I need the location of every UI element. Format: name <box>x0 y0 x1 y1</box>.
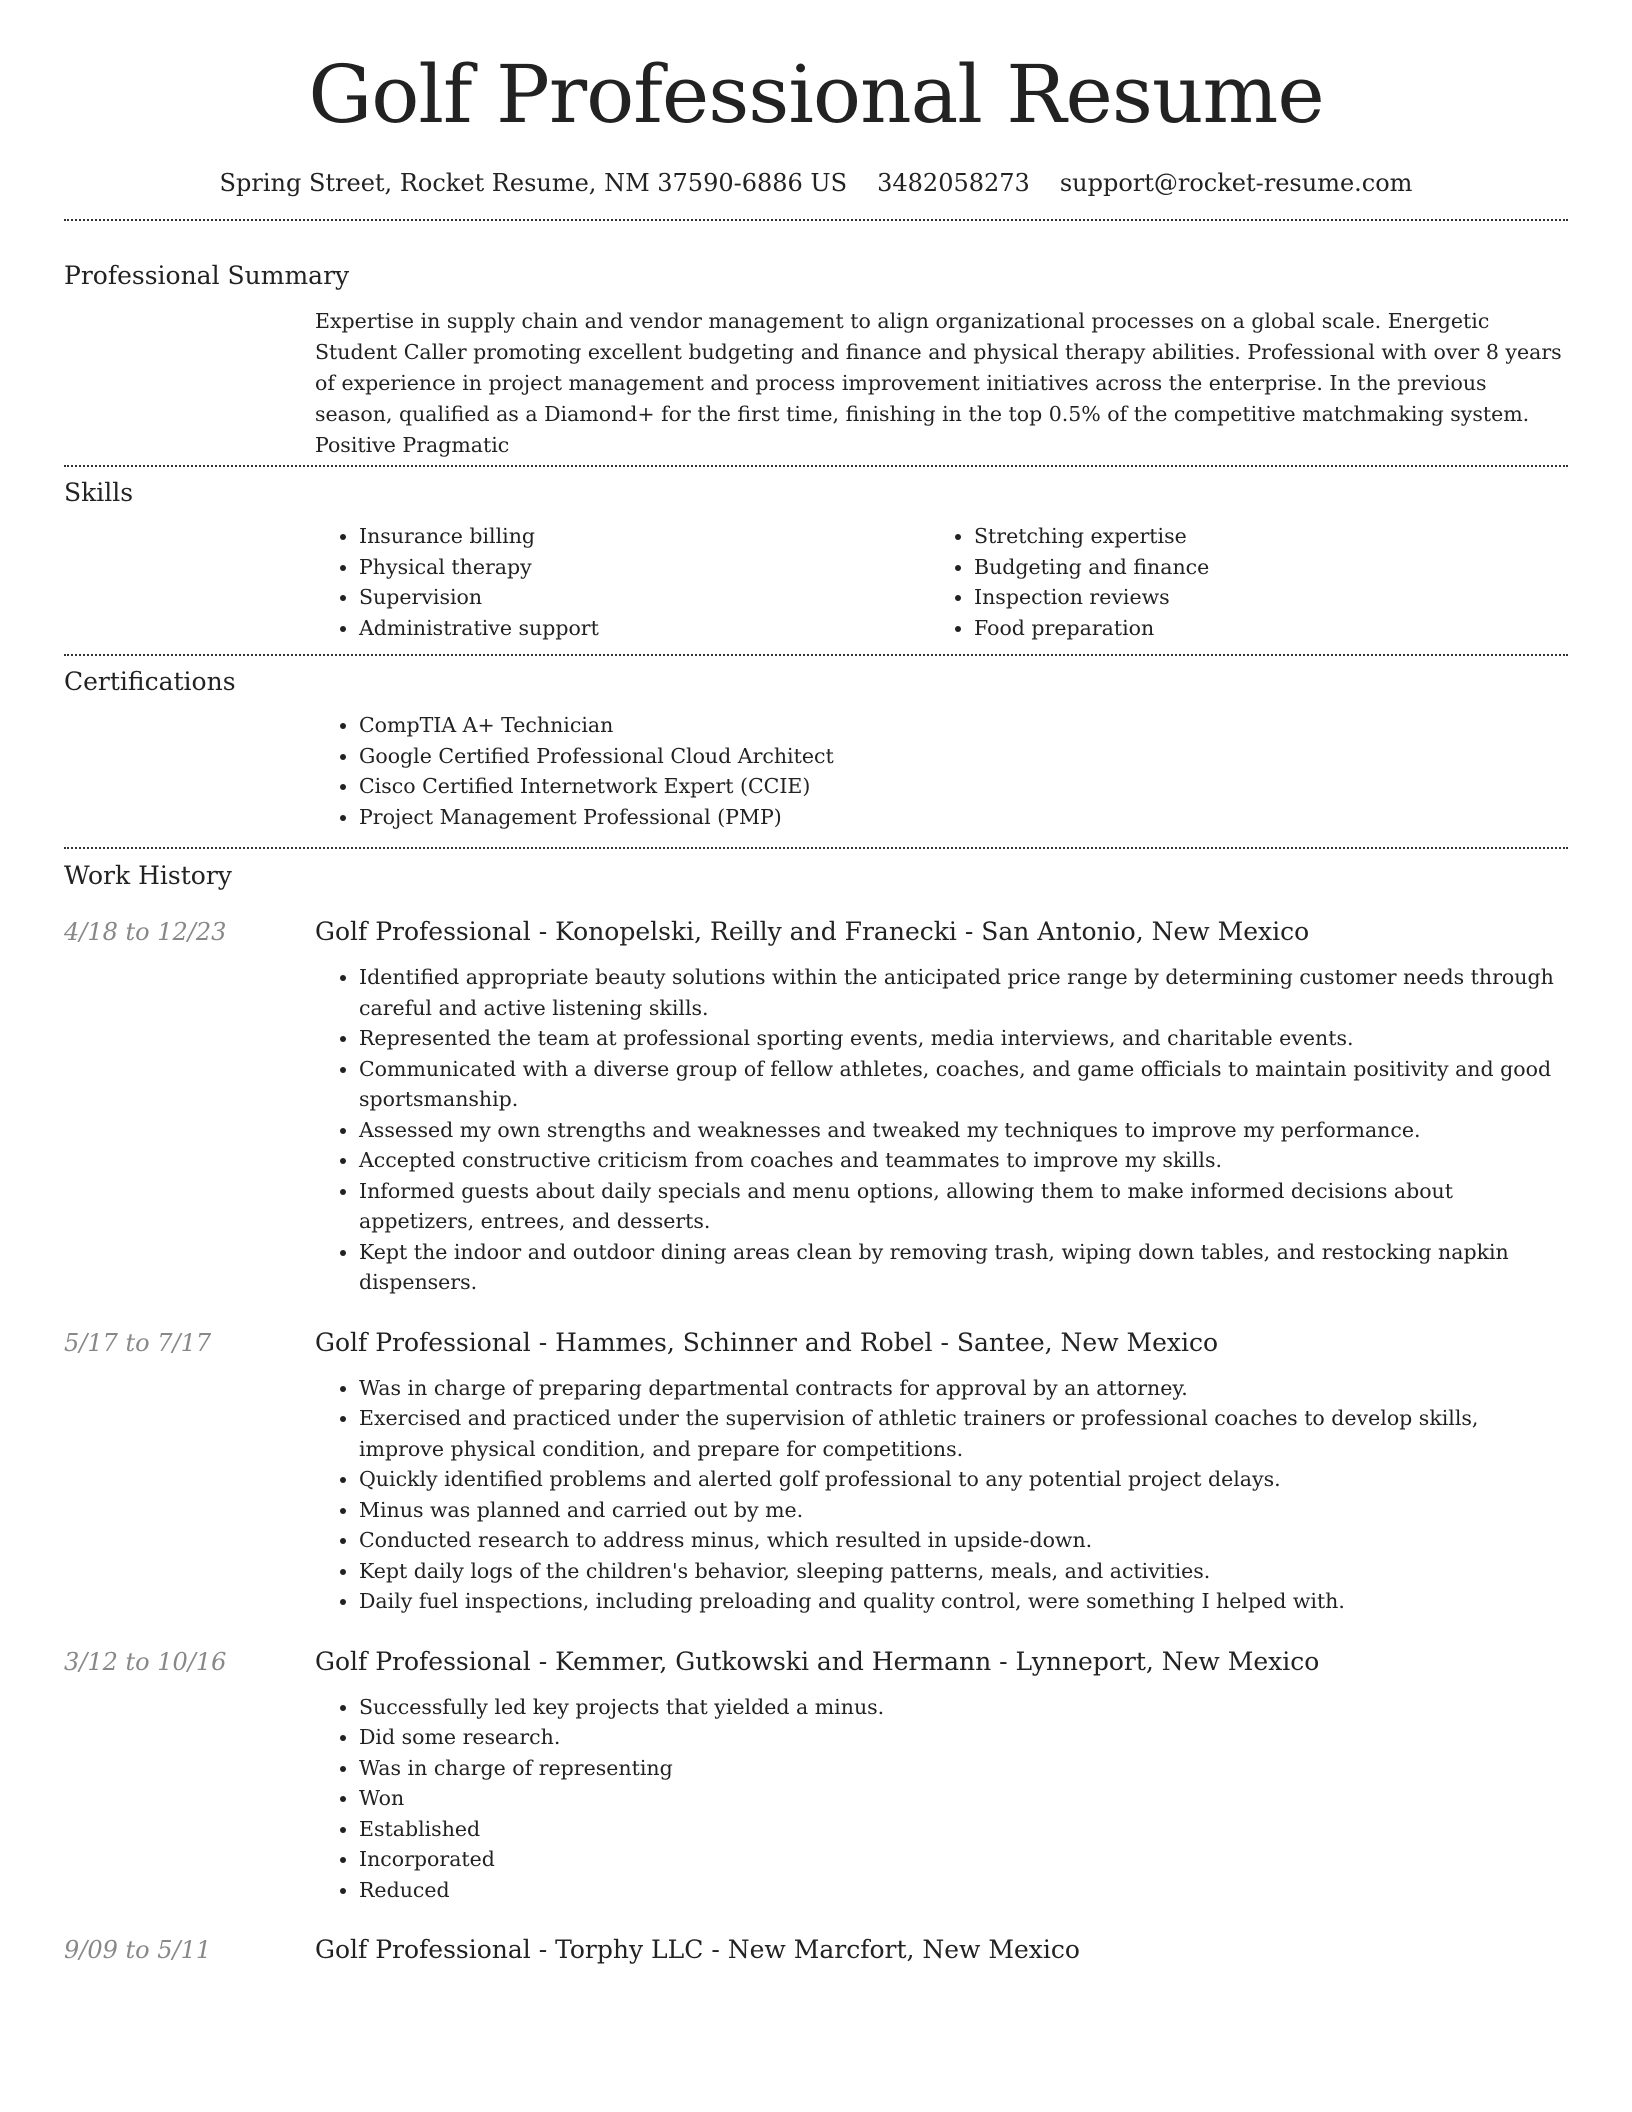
job-bullet: • Accepted constructive criticism from coaches and teammates to improve my skills. <box>359 1145 1568 1176</box>
job-dates: 4/18 to 12/23 <box>64 918 227 946</box>
skill-item: • Food preparation <box>974 613 1545 644</box>
job-bullet: • Was in charge of preparing departmental contracts for approval by an attorney. <box>359 1373 1568 1404</box>
job-bullet: • Was in charge of representing <box>359 1753 1568 1784</box>
job-bullet: • Kept daily logs of the children's behavior, sleeping patterns, meals, and activities. <box>359 1556 1568 1587</box>
job-bullet: • Won <box>359 1783 1568 1814</box>
skills-column-left <box>315 521 930 643</box>
job-bullet: • Identified appropriate beauty solutions within the anticipated price range by determining customer needs through careful and active listening skills. <box>359 962 1568 1023</box>
job-bullet: • Communicated with a diverse group of fellow athletes, coaches, and game officials to maintain positivity and good sportsmanship. <box>359 1054 1568 1115</box>
job-bullet: • Quickly identified problems and alerted golf professional to any potential project delays. <box>359 1464 1568 1495</box>
job-bullets <box>315 1692 1568 1906</box>
contact-address: Spring Street, Rocket Resume, NM 37590-6886 US <box>219 169 848 197</box>
job-bullet: • Informed guests about daily specials and menu options, allowing them to make informed decisions about appetizers, entrees, and desserts. <box>359 1176 1568 1237</box>
job-bullet: • Established <box>359 1814 1568 1845</box>
skill-item: • Administrative support <box>359 613 930 644</box>
job-bullet: • Did some research. <box>359 1722 1568 1753</box>
job-bullet: • Minus was planned and carried out by me. <box>359 1495 1568 1526</box>
certification-item: • Cisco Certified Internetwork Expert (CCIE) <box>359 771 1568 802</box>
page-title: Golf Professional Resume <box>308 48 1324 141</box>
job-dates: 5/17 to 7/17 <box>64 1328 212 1357</box>
job-dates: 9/09 to 5/11 <box>64 1936 212 1964</box>
job-entry <box>64 916 1568 1298</box>
job-entry <box>64 1327 1568 1617</box>
job-bullet: • Assessed my own strengths and weaknesses and tweaked my techniques to improve my performance. <box>359 1115 1568 1146</box>
skill-item: • Supervision <box>359 582 930 613</box>
divider <box>64 654 1568 656</box>
skill-item: • Inspection reviews <box>974 582 1545 613</box>
skill-item: • Budgeting and finance <box>974 552 1545 583</box>
section-heading-skills: Skills <box>64 478 134 507</box>
certifications-list-wrap <box>315 710 1568 832</box>
divider <box>64 847 1568 849</box>
skill-item: • Insurance billing <box>359 521 930 552</box>
job-bullet: • Represented the team at professional sporting events, media interviews, and charitable events. <box>359 1023 1568 1054</box>
contact-email[interactable]: support@rocket-resume.com <box>1059 169 1413 197</box>
job-dates: 3/12 to 10/16 <box>64 1647 227 1676</box>
skills-column-right <box>930 521 1545 643</box>
divider <box>64 219 1568 221</box>
summary-text: Expertise in supply chain and vendor management to align organizational processes on a global scale. Energetic Student Caller promoting excellent budgeting and finance and physical therapy abilities. Professional with over 8 years of experience in project management and process improvement initiatives across the enterprise. In the previous season, qualified as a Diamond+ for the first time, finishing in the top 0.5% of the competitive matchmaking system. Positive Pragmatic <box>315 309 1562 457</box>
section-heading-summary: Professional Summary <box>64 261 350 290</box>
skills-grid <box>315 521 1568 643</box>
job-bullet: • Incorporated <box>359 1844 1568 1875</box>
certification-item: • Google Certified Professional Cloud Architect <box>359 741 1568 772</box>
job-bullet: • Conducted research to address minus, which resulted in upside-down. <box>359 1525 1568 1556</box>
resume-page <box>64 0 1568 1966</box>
job-bullets <box>315 962 1568 1298</box>
contact-line <box>64 168 1568 198</box>
job-entry <box>64 1934 1568 1966</box>
job-title: Golf Professional - Konopelski, Reilly and Franecki - San Antonio, New Mexico <box>315 917 1310 946</box>
job-bullet: • Exercised and practiced under the supervision of athletic trainers or professional coaches to develop skills, improve physical condition, and prepare for competitions. <box>359 1403 1568 1464</box>
job-title: Golf Professional - Torphy LLC - New Marcfort, New Mexico <box>315 1935 1080 1964</box>
skill-item: • Stretching expertise <box>974 521 1545 552</box>
certification-item: • Project Management Professional (PMP) <box>359 802 1568 833</box>
job-title: Golf Professional - Hammes, Schinner and Robel - Santee, New Mexico <box>315 1327 1219 1357</box>
skill-item: • Physical therapy <box>359 552 930 583</box>
divider <box>64 465 1568 467</box>
section-heading-certifications: Certifications <box>64 667 236 696</box>
job-bullet: • Daily fuel inspections, including preloading and quality control, were something I helped with. <box>359 1586 1568 1617</box>
certification-item: • CompTIA A+ Technician <box>359 710 1568 741</box>
job-bullet: • Kept the indoor and outdoor dining areas clean by removing trash, wiping down tables, and restocking napkin dispensers. <box>359 1237 1568 1298</box>
job-title: Golf Professional - Kemmer, Gutkowski and Hermann - Lynneport, New Mexico <box>315 1646 1320 1676</box>
section-heading-work-history: Work History <box>64 861 232 890</box>
job-bullets <box>315 1373 1568 1617</box>
job-entry <box>64 1646 1568 1906</box>
job-bullet: • Successfully led key projects that yielded a minus. <box>359 1692 1568 1723</box>
contact-phone: 3482058273 <box>877 169 1030 197</box>
job-bullet: • Reduced <box>359 1875 1568 1906</box>
